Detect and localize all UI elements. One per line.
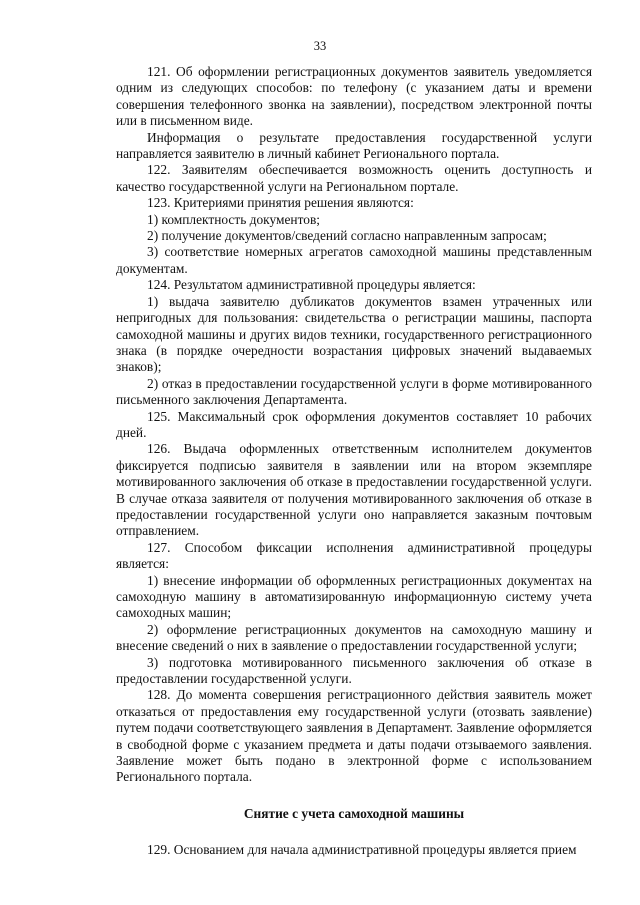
paragraph-128: 128. До момента совершения регистрационного действия заявитель может отказаться от предоставления ему государственной услуги (отозвать заявление) путем подачи соответствующего заявления в Департамент. Заявление оформляется в свободной форме с указанием предмета и даты подачи отзываемого заявления. Заявление может быть подано в электронной форме с использованием Регионального портала. xyxy=(116,687,592,785)
paragraph-123: 123. Критериями принятия решения являются: xyxy=(147,195,414,211)
paragraph-123-item-2: 2) получение документов/сведений согласно направленным запросам; xyxy=(147,228,547,244)
paragraph-122: 122. Заявителям обеспечивается возможность оценить доступность и качество государственной услуги на Региональном портале. xyxy=(116,162,592,194)
paragraph-124: 124. Результатом административной процедуры является: xyxy=(147,277,476,293)
document-body xyxy=(116,64,592,859)
paragraph-129: 129. Основанием для начала административной процедуры является прием xyxy=(147,842,577,858)
paragraph-127: 127. Способом фиксации исполнения административной процедуры является: xyxy=(116,539,592,572)
paragraph-124-item-1: 1) выдача заявителю дубликатов документов взамен утраченных или непригодных для пользования: свидетельства о регистрации машины, паспорта самоходной машины и других видов техники, государственного регистрационного знака (в порядке очередности возрастания цифровых значений выдаваемых знаков); xyxy=(116,293,592,375)
paragraph-121: 121. Об оформлении регистрационных документов заявитель уведомляется одним из следующих способов: по телефону (с указанием даты и времени совершения телефонного звонка на заявлении), посредством электронной почты или в письменном виде. xyxy=(116,64,592,129)
paragraph-124-item-2: 2) отказ в предоставлении государственной услуги в форме мотивированного письменного заключения Департамента. xyxy=(116,375,592,408)
paragraph-123-item-3: 3) соответствие номерных агрегатов самоходной машины представленным документам. xyxy=(116,244,592,276)
paragraph-126: 126. Выдача оформленных ответственным исполнителем документов фиксируется подписью заявителя в заявлении или на втором экземпляре мотивированного заключения об отказе в предоставлении государственной услуги. В случае отказа заявителя от получения мотивированного заключения об отказе в предоставлении государственной услуги оно направляется заказным почтовым отправлением. xyxy=(116,441,592,539)
paragraph-127-item-2: 2) оформление регистрационных документов на самоходную машину и внесение сведений о них в заявление о предоставлении государственной услуги; xyxy=(116,621,592,654)
paragraph-125: 125. Максимальный срок оформления документов составляет 10 рабочих дней. xyxy=(116,408,592,440)
section-heading: Снятие с учета самоходной машины xyxy=(243,805,465,821)
page-number: 33 xyxy=(313,39,327,53)
paragraph-127-item-1: 1) внесение информации об оформленных регистрационных документах на самоходную машину в автоматизированную информационную систему учета самоходных машин; xyxy=(116,572,592,621)
paragraph-121-info: Информация о результате предоставления государственной услуги направляется заявителю в личный кабинет Регионального портала. xyxy=(116,129,592,162)
paragraph-127-item-3: 3) подготовка мотивированного письменного заключения об отказе в предоставлении государственной услуги. xyxy=(116,654,592,687)
paragraph-123-item-1: 1) комплектность документов; xyxy=(147,211,320,227)
